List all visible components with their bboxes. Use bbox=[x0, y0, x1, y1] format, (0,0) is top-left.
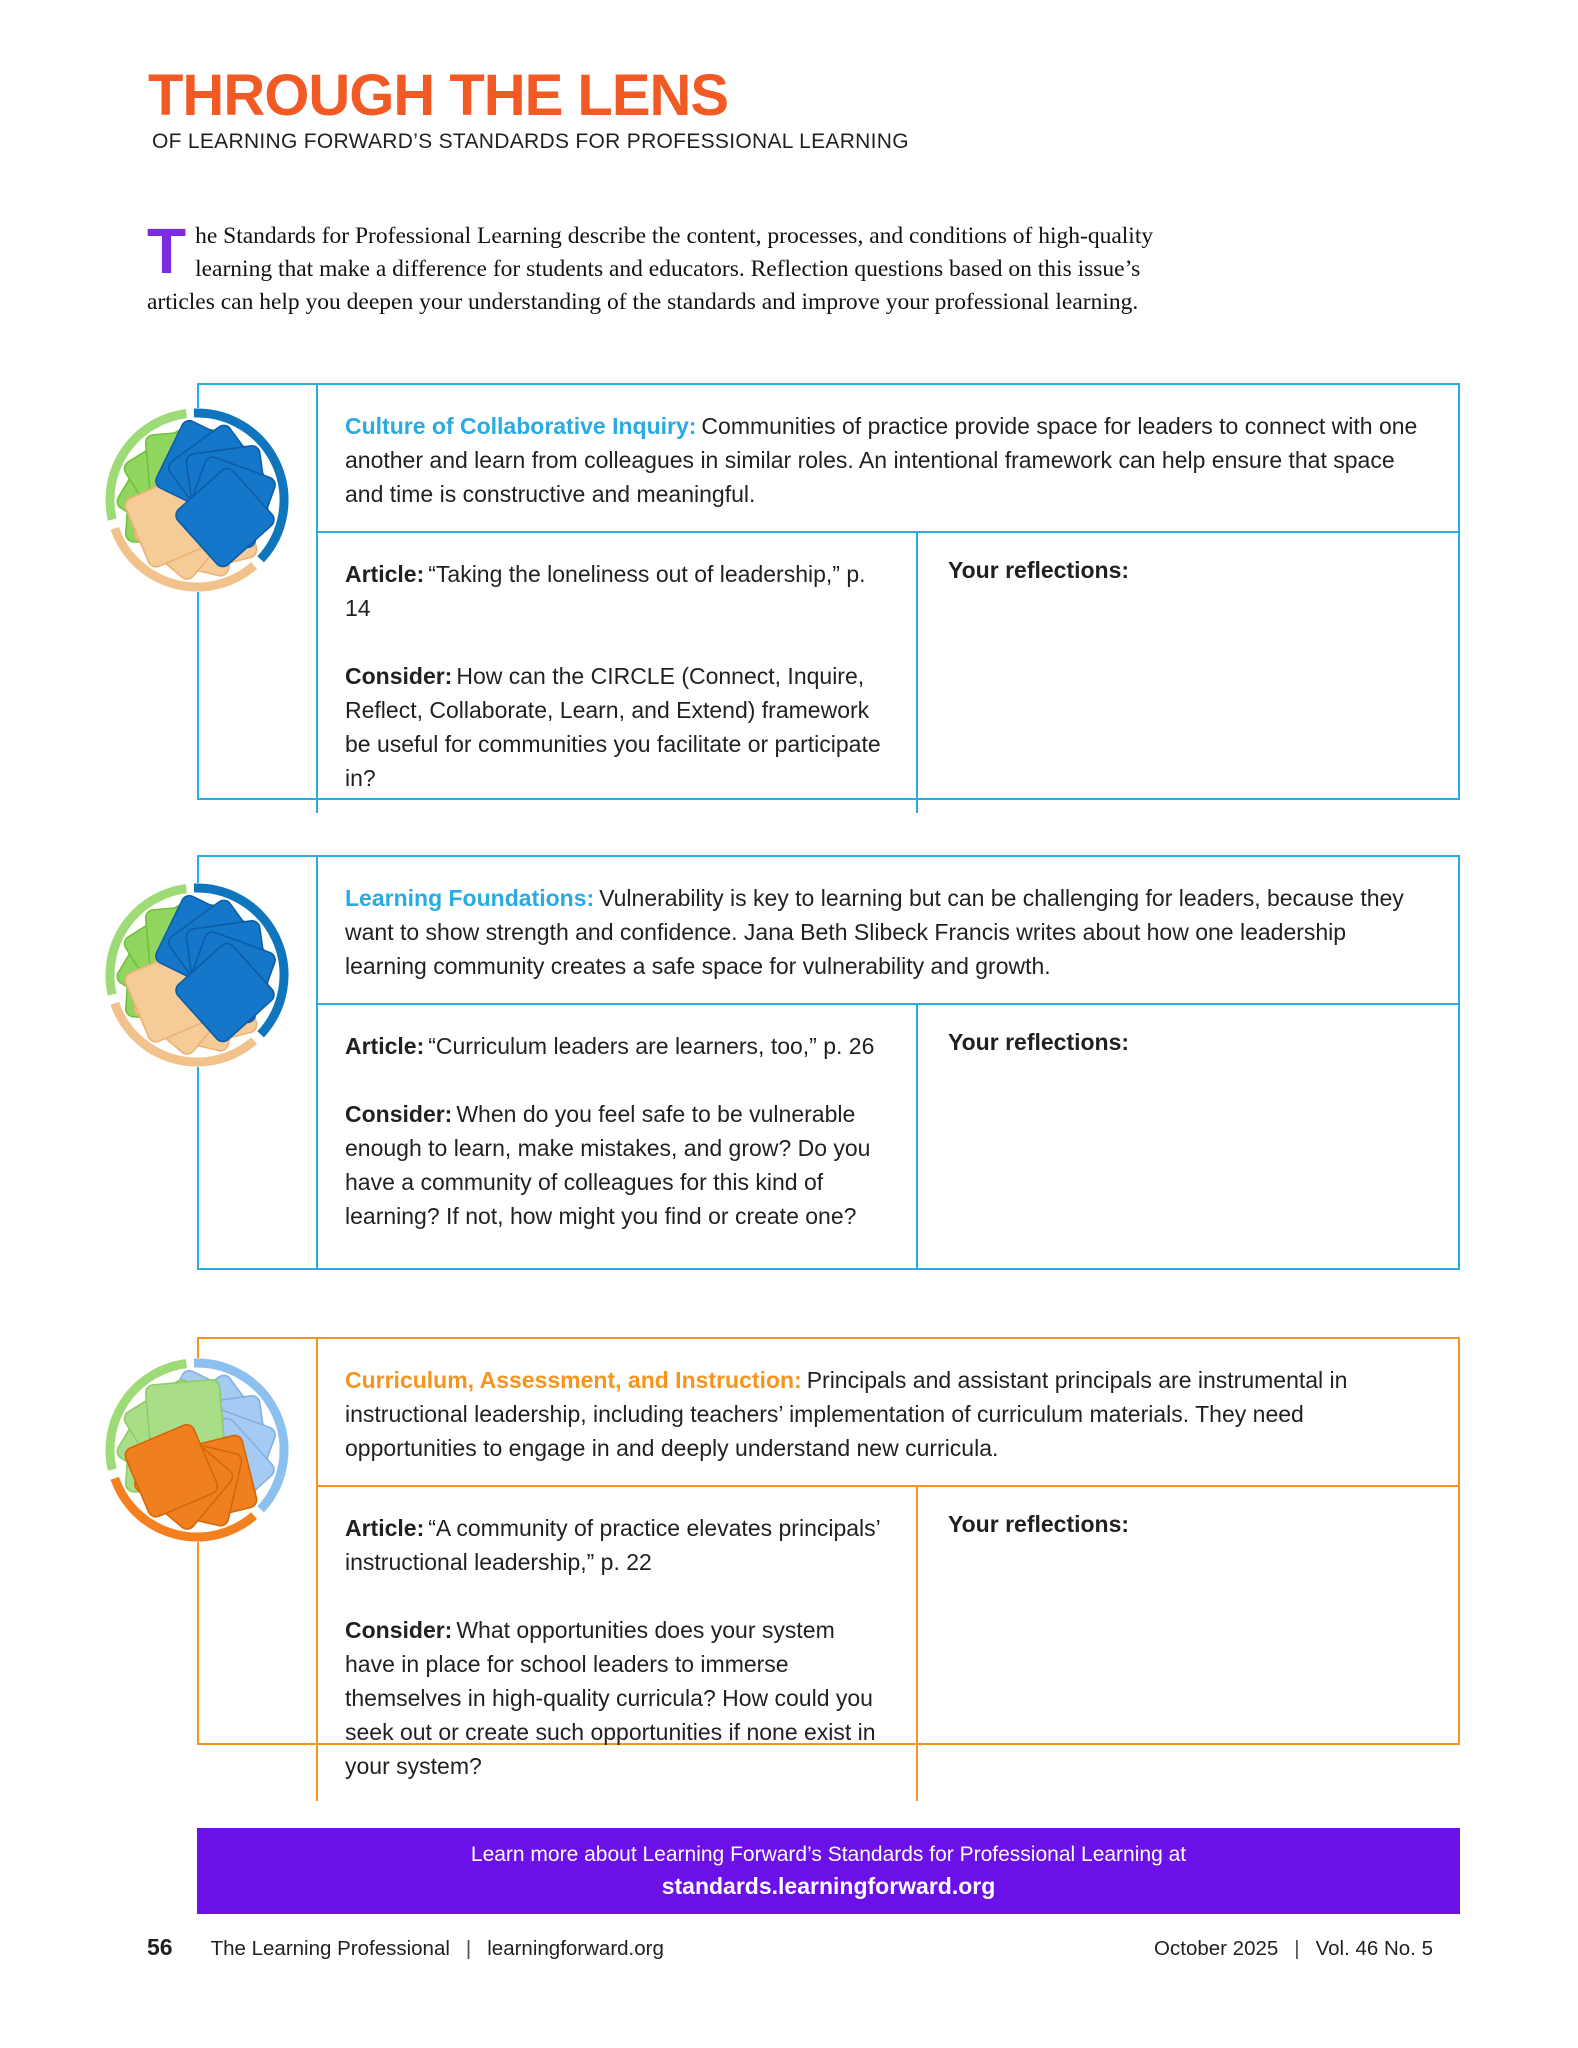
section-body bbox=[318, 1485, 1458, 1801]
section-box-curriculum-assessment-instruction bbox=[197, 1337, 1460, 1779]
section-heading: Learning Foundations: bbox=[345, 885, 595, 911]
section-description: Principals and assistant principals are instrumental in instructional leadership, including teachers’ implementation of curriculum materials. They need opportunities to engage in and deeply understand new curricula. bbox=[345, 1367, 1348, 1461]
article-line bbox=[345, 1029, 882, 1063]
article-label: Article: bbox=[345, 1033, 425, 1059]
publication-name: The Learning Professional bbox=[210, 1937, 450, 1960]
section-box-learning-foundations bbox=[197, 855, 1460, 1270]
reflections-column bbox=[916, 533, 1458, 813]
section-body bbox=[318, 531, 1458, 813]
section-box-culture-of-collaborative-inquiry bbox=[197, 383, 1460, 800]
section-header bbox=[318, 857, 1458, 1003]
issue-date: October 2025 bbox=[1154, 1937, 1279, 1960]
reflections-column bbox=[916, 1487, 1458, 1801]
page-number: 56 bbox=[147, 1934, 173, 1960]
footer-separator: | bbox=[465, 1937, 472, 1960]
article-line bbox=[345, 557, 882, 625]
section-heading: Curriculum, Assessment, and Instruction: bbox=[345, 1367, 802, 1393]
footer-left bbox=[147, 1934, 664, 1961]
article-label: Article: bbox=[345, 561, 425, 587]
article-title: “Curriculum leaders are learners, too,” p. 26 bbox=[428, 1033, 875, 1059]
section-header bbox=[318, 1339, 1458, 1485]
reflections-label: Your reflections: bbox=[948, 1511, 1130, 1537]
consider-line bbox=[345, 1097, 882, 1233]
article-title: “Taking the loneliness out of leadership,” p. 14 bbox=[345, 561, 866, 621]
drop-cap: T bbox=[147, 215, 187, 287]
reflections-writing-area bbox=[948, 584, 1438, 734]
page-subtitle: OF LEARNING FORWARD’S STANDARDS FOR PROFESSIONAL LEARNING bbox=[152, 130, 909, 153]
reflections-column bbox=[916, 1005, 1458, 1268]
page-footer bbox=[147, 1934, 1433, 1961]
reflections-writing-area bbox=[948, 1538, 1438, 1688]
standards-pinwheel-logo bbox=[97, 875, 297, 1075]
reflections-writing-area bbox=[948, 1056, 1438, 1206]
banner-link[interactable]: standards.learningforward.org bbox=[661, 1872, 996, 1899]
reflections-label: Your reflections: bbox=[948, 557, 1130, 583]
standards-pinwheel-logo bbox=[97, 400, 297, 600]
consider-line bbox=[345, 1613, 882, 1783]
consider-text: How can the CIRCLE (Connect, Inquire, Reflect, Collaborate, Learn, and Extend) framework be useful for communities you facilitate or participate in? bbox=[345, 663, 881, 791]
consider-label: Consider: bbox=[345, 663, 453, 689]
consider-line bbox=[345, 659, 882, 795]
intro-paragraph bbox=[147, 215, 1159, 319]
article-line bbox=[345, 1511, 882, 1579]
consider-label: Consider: bbox=[345, 1101, 453, 1127]
reflections-label: Your reflections: bbox=[948, 1029, 1130, 1055]
article-column bbox=[318, 1487, 916, 1801]
section-description: Communities of practice provide space for leaders to connect with one another and learn from colleagues in similar roles. An intentional framework can help ensure that space and time is constructive and meaningful. bbox=[345, 413, 1418, 507]
publication-site: learningforward.org bbox=[487, 1937, 664, 1960]
banner-text: Learn more about Learning Forward’s Standards for Professional Learning at bbox=[470, 1842, 1187, 1866]
intro-text: he Standards for Professional Learning describe the content, processes, and conditions of high-quality learning that make a difference for students and educators. Reflection questions based on this issue’s articles can help you deepen your understanding of the standards and improve your professional learning. bbox=[147, 223, 1154, 315]
consider-text: What opportunities does your system have in place for school leaders to immerse themselves in high-quality curricula? How could you seek out or create such opportunities if none exist in your system? bbox=[345, 1617, 876, 1779]
article-column bbox=[318, 533, 916, 813]
footer-right bbox=[1154, 1937, 1433, 1961]
footer-separator: | bbox=[1294, 1937, 1300, 1960]
standards-banner bbox=[197, 1828, 1460, 1914]
standards-pinwheel-logo bbox=[97, 1350, 297, 1550]
article-column bbox=[318, 1005, 916, 1268]
article-title: “A community of practice elevates principals’ instructional leadership,” p. 22 bbox=[345, 1515, 880, 1575]
consider-text: When do you feel safe to be vulnerable enough to learn, make mistakes, and grow? Do you have a community of colleagues for this kind of learning? If not, how might you find or create one? bbox=[345, 1101, 871, 1229]
consider-label: Consider: bbox=[345, 1617, 453, 1643]
page-title: THROUGH THE LENS bbox=[148, 63, 729, 128]
section-heading: Culture of Collaborative Inquiry: bbox=[345, 413, 697, 439]
issue-volume: Vol. 46 No. 5 bbox=[1315, 1937, 1433, 1960]
article-label: Article: bbox=[345, 1515, 425, 1541]
section-description: Vulnerability is key to learning but can be challenging for leaders, because they want to show strength and confidence. Jana Beth Slibeck Francis writes about how one leadership learning community creates a safe space for vulnerability and growth. bbox=[345, 885, 1404, 979]
section-header bbox=[318, 385, 1458, 531]
section-body bbox=[318, 1003, 1458, 1268]
